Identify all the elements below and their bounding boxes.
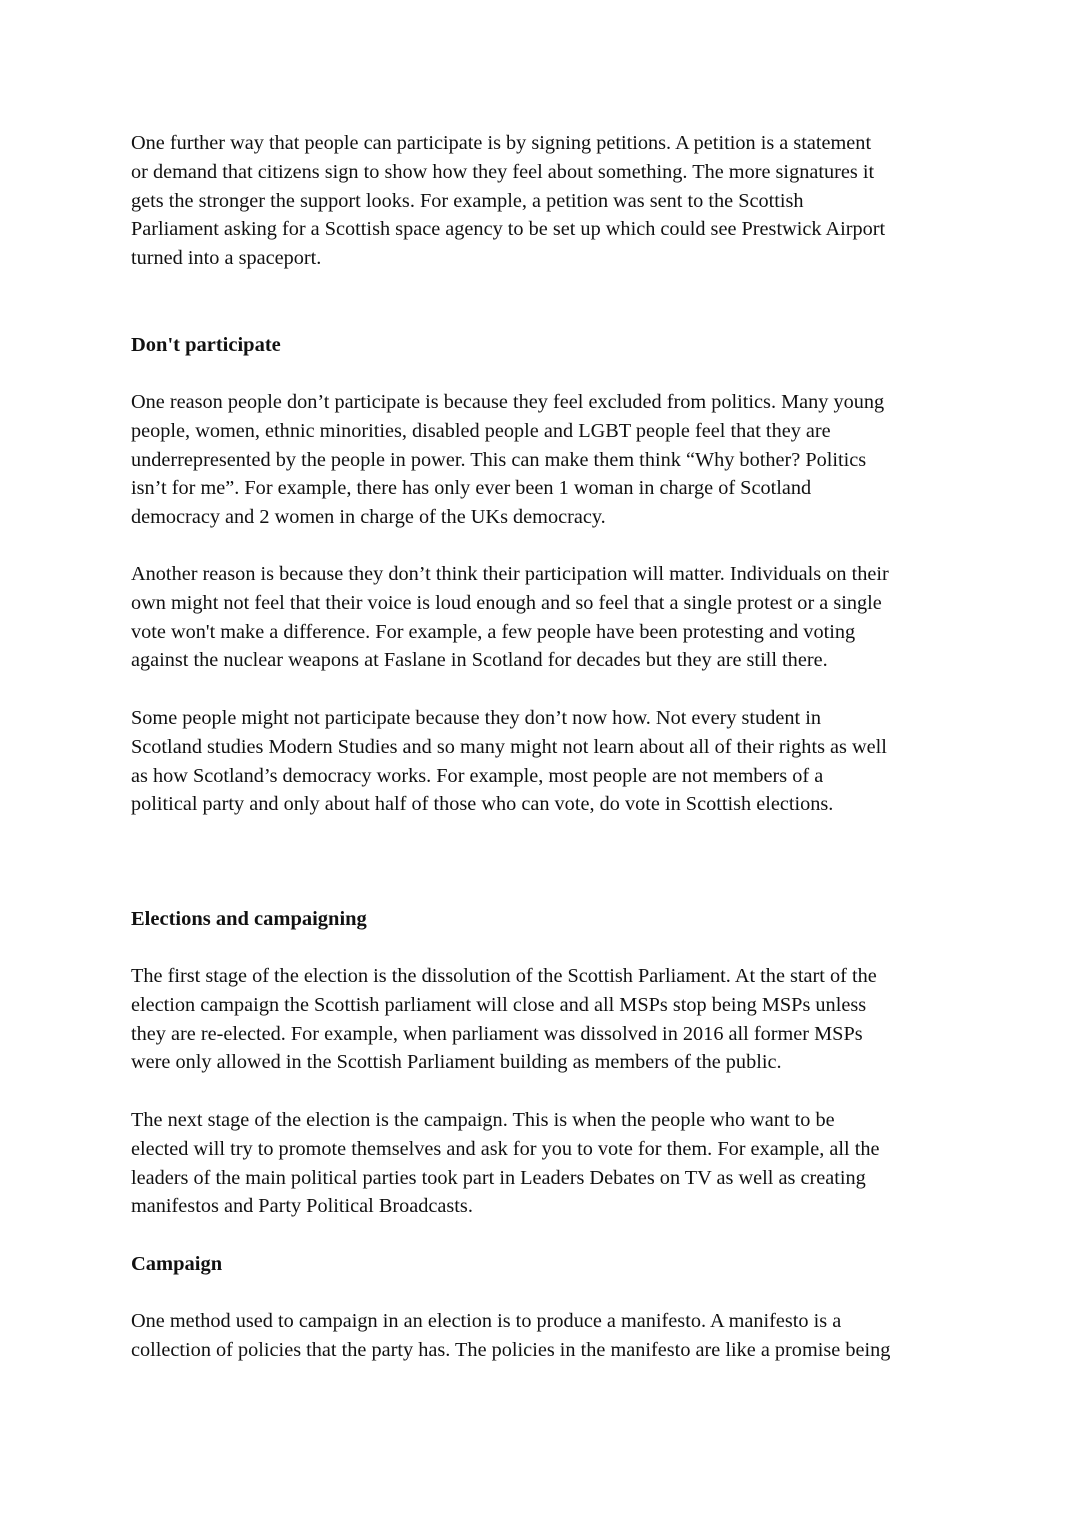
intro-paragraph [131,129,885,273]
paragraph-line: One method used to campaign in an election is to produce a manifesto. A manifesto is a [131,1310,842,1332]
paragraph-line: against the nuclear weapons at Faslane in Scotland for decades but they are still there. [131,649,828,672]
paragraph-dont-know-how [131,704,887,819]
paragraph-manifesto [131,1307,890,1365]
heading-elections-campaigning: Elections and campaigning [131,908,367,930]
paragraph-line: vote won't make a difference. For example, a few people have been protesting and voting [131,620,856,643]
paragraph-line: Some people might not participate because they don’t now how. Not every student in [131,707,821,729]
heading-campaign: Campaign [131,1253,223,1275]
paragraph-line: Parliament asking for a Scottish space agency to be set up which could see Prestwick Airport [131,218,886,241]
paragraph-line: One reason people don’t participate is because they feel excluded from politics. Many young [131,391,885,413]
paragraph-line: Another reason is because they don’t think their participation will matter. Individuals on their [131,563,889,585]
paragraph-wont-matter [131,560,889,675]
paragraph-line: elected will try to promote themselves and ask for you to vote for them. For example, all the [131,1137,880,1160]
paragraph-line: people, women, ethnic minorities, disabled people and LGBT people feel that they are [131,419,831,442]
paragraph-line: underrepresented by the people in power. This can make them think “Why bother? Politics [131,448,867,471]
paragraph-line: leaders of the main political parties took part in Leaders Debates on TV as well as creating [131,1166,866,1189]
paragraph-line: collection of policies that the party has. The policies in the manifesto are like a promise being [131,1338,891,1361]
paragraph-line: turned into a spaceport. [131,247,322,270]
paragraph-line: Scotland studies Modern Studies and so many might not learn about all of their rights as well [131,735,887,758]
paragraph-line: isn’t for me”. For example, there has only ever been 1 woman in charge of Scotland [131,477,812,500]
paragraph-line: The first stage of the election is the dissolution of the Scottish Parliament. At the start of the [131,965,877,987]
paragraph-line: election campaign the Scottish parliament will close and all MSPs stop being MSPs unless [131,993,867,1016]
paragraph-line: One further way that people can participate is by signing petitions. A petition is a statement [131,132,872,154]
paragraph-dissolution [131,962,877,1077]
paragraph-line: The next stage of the election is the campaign. This is when the people who want to be [131,1109,835,1131]
paragraph-line: they are re-elected. For example, when parliament was dissolved in 2016 all former MSPs [131,1022,863,1045]
paragraph-line: as how Scotland’s democracy works. For example, most people are not members of a [131,764,824,787]
paragraph-campaign-stage [131,1106,880,1221]
paragraph-line: gets the stronger the support looks. For example, a petition was sent to the Scottish [131,189,804,212]
paragraph-line: manifestos and Party Political Broadcasts. [131,1195,473,1218]
paragraph-line: political party and only about half of those who can vote, do vote in Scottish elections. [131,793,834,816]
paragraph-line: own might not feel that their voice is loud enough and so feel that a single protest or a single [131,591,882,614]
paragraph-excluded [131,388,884,532]
paragraph-line: or demand that citizens sign to show how they feel about something. The more signatures it [131,160,875,183]
heading-dont-participate: Don't participate [131,334,281,356]
paragraph-line: democracy and 2 women in charge of the UKs democracy. [131,506,606,529]
paragraph-line: were only allowed in the Scottish Parliament building as members of the public. [131,1051,782,1074]
